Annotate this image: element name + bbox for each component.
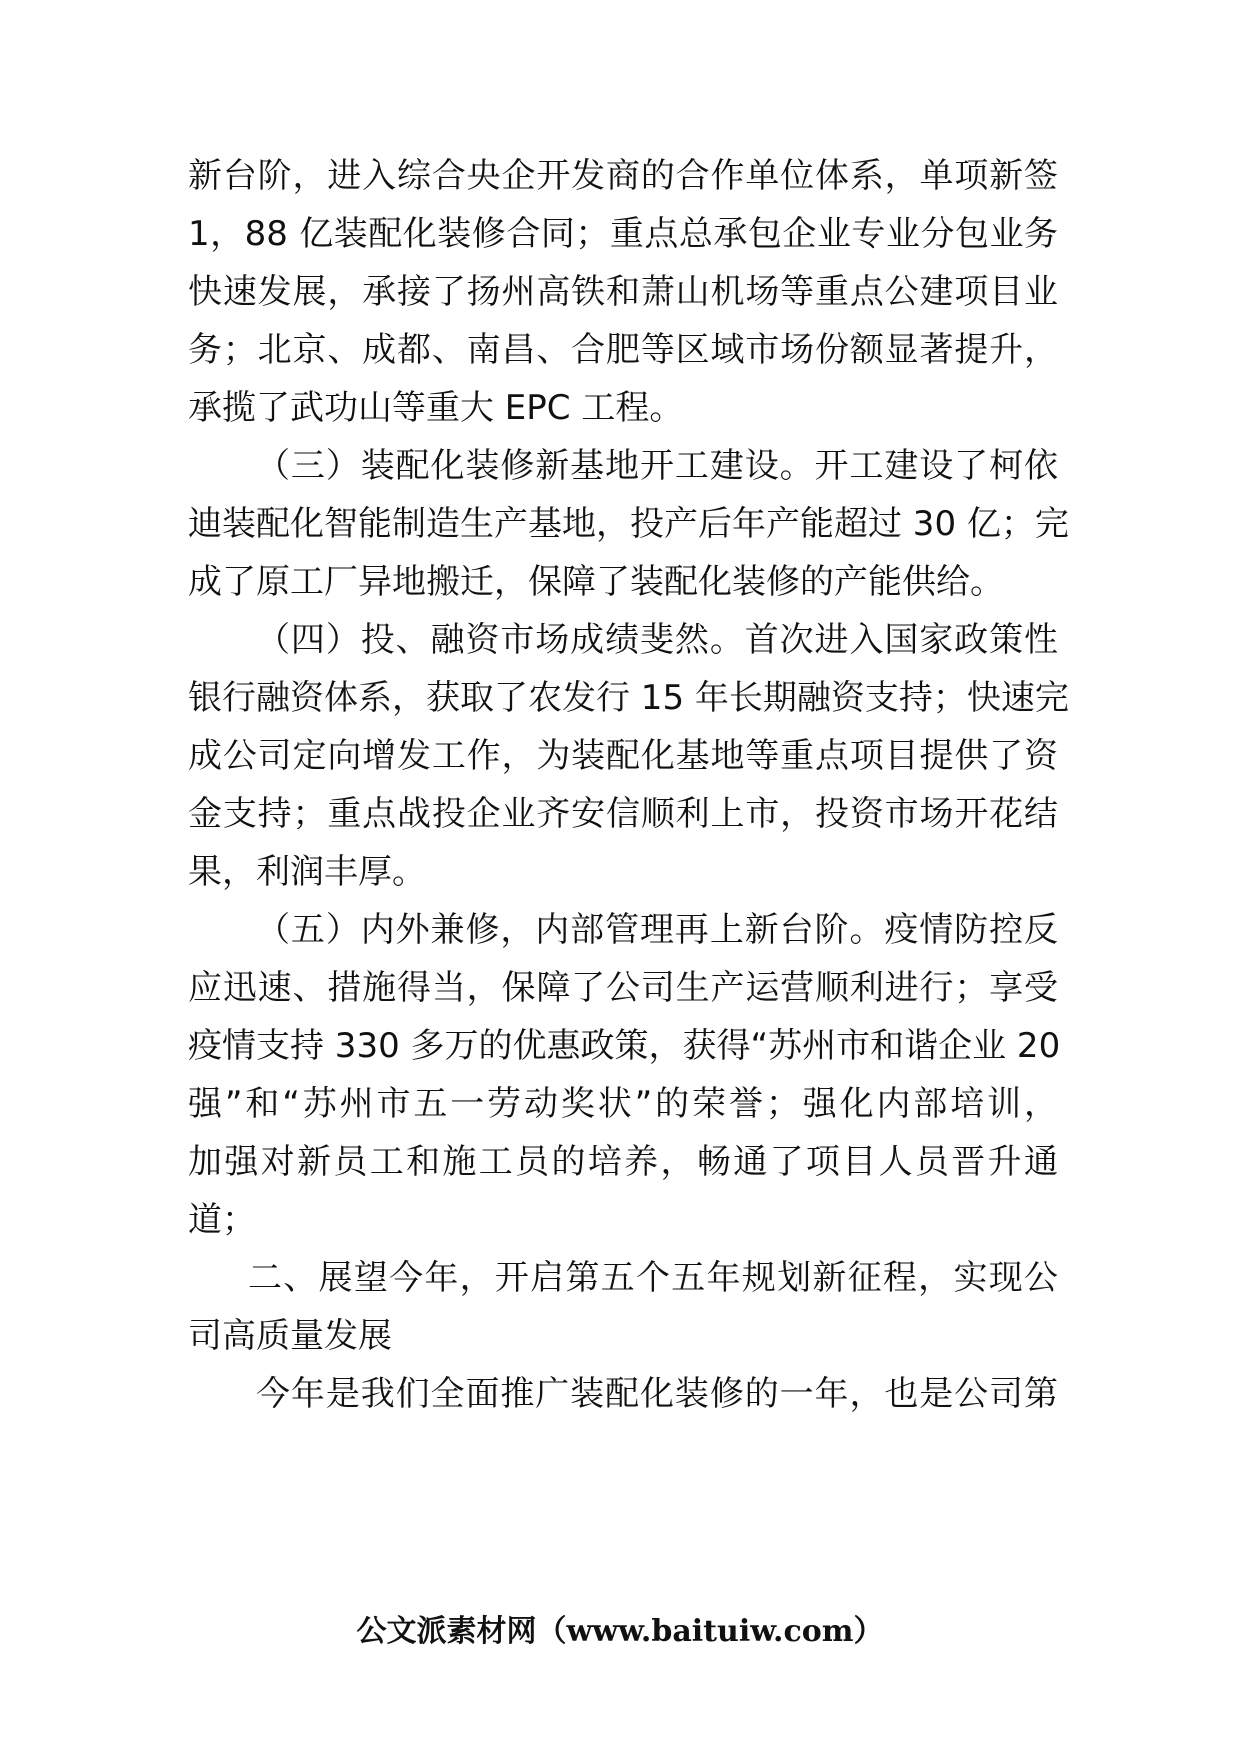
closing-paragraph-line-1: 今年是我们全面推广装配化装修的一年，也是公司第 <box>256 1374 1058 1414</box>
section-four-line-2: 银行融资体系，获取了农发行 15 年长期融资支持；快速完 <box>188 678 1069 718</box>
heading-two-line-2: 司高质量发展 <box>188 1316 392 1356</box>
section-five-line-6: 道； <box>188 1200 256 1240</box>
section-five-line-3: 疫情支持 330 多万的优惠政策，获得“苏州市和谐企业 20 <box>188 1026 1061 1066</box>
section-three-line-1: （三）装配化装修新基地开工建设。开工建设了柯依 <box>256 446 1058 486</box>
section-five-line-1: （五）内外兼修，内部管理再上新台阶。疫情防控反 <box>256 910 1058 950</box>
paragraph-line-2: 1，88 亿装配化装修合同；重点总承包企业专业分包业务 <box>188 214 1058 254</box>
section-four-line-4: 金支持；重点战投企业齐安信顺利上市，投资市场开花结 <box>188 794 1058 834</box>
paragraph-line-1: 新台阶，进入综合央企开发商的合作单位体系，单项新签 <box>188 156 1058 196</box>
section-three-line-3: 成了原工厂异地搬迁，保障了装配化装修的产能供给。 <box>188 562 1004 602</box>
paragraph-line-5: 承揽了武功山等重大 EPC 工程。 <box>188 388 684 428</box>
section-four-line-5: 果，利润丰厚。 <box>188 852 426 892</box>
paragraph-line-3: 快速发展，承接了扬州高铁和萧山机场等重点公建项目业 <box>188 272 1058 312</box>
section-five-line-5: 加强对新员工和施工员的培养，畅通了项目人员晋升通 <box>188 1142 1058 1182</box>
section-five-line-2: 应迅速、措施得当，保障了公司生产运营顺利进行；享受 <box>188 968 1058 1008</box>
section-three-line-2: 迪装配化智能制造生产基地，投产后年产能超过 30 亿；完 <box>188 504 1069 544</box>
paragraph-line-4: 务；北京、成都、南昌、合肥等区域市场份额显著提升， <box>188 330 1058 370</box>
section-five-line-4: 强”和“苏州市五一劳动奖状”的荣誉；强化内部培训， <box>188 1084 1058 1124</box>
heading-two-line-1: 二、展望今年，开启第五个五年规划新征程，实现公 <box>248 1258 1058 1298</box>
site-watermark: 公文派素材网（www.baituiw.com） <box>356 1614 884 1649</box>
section-four-line-1: （四）投、融资市场成绩斐然。首次进入国家政策性 <box>256 620 1058 660</box>
section-four-line-3: 成公司定向增发工作，为装配化基地等重点项目提供了资 <box>188 736 1058 776</box>
